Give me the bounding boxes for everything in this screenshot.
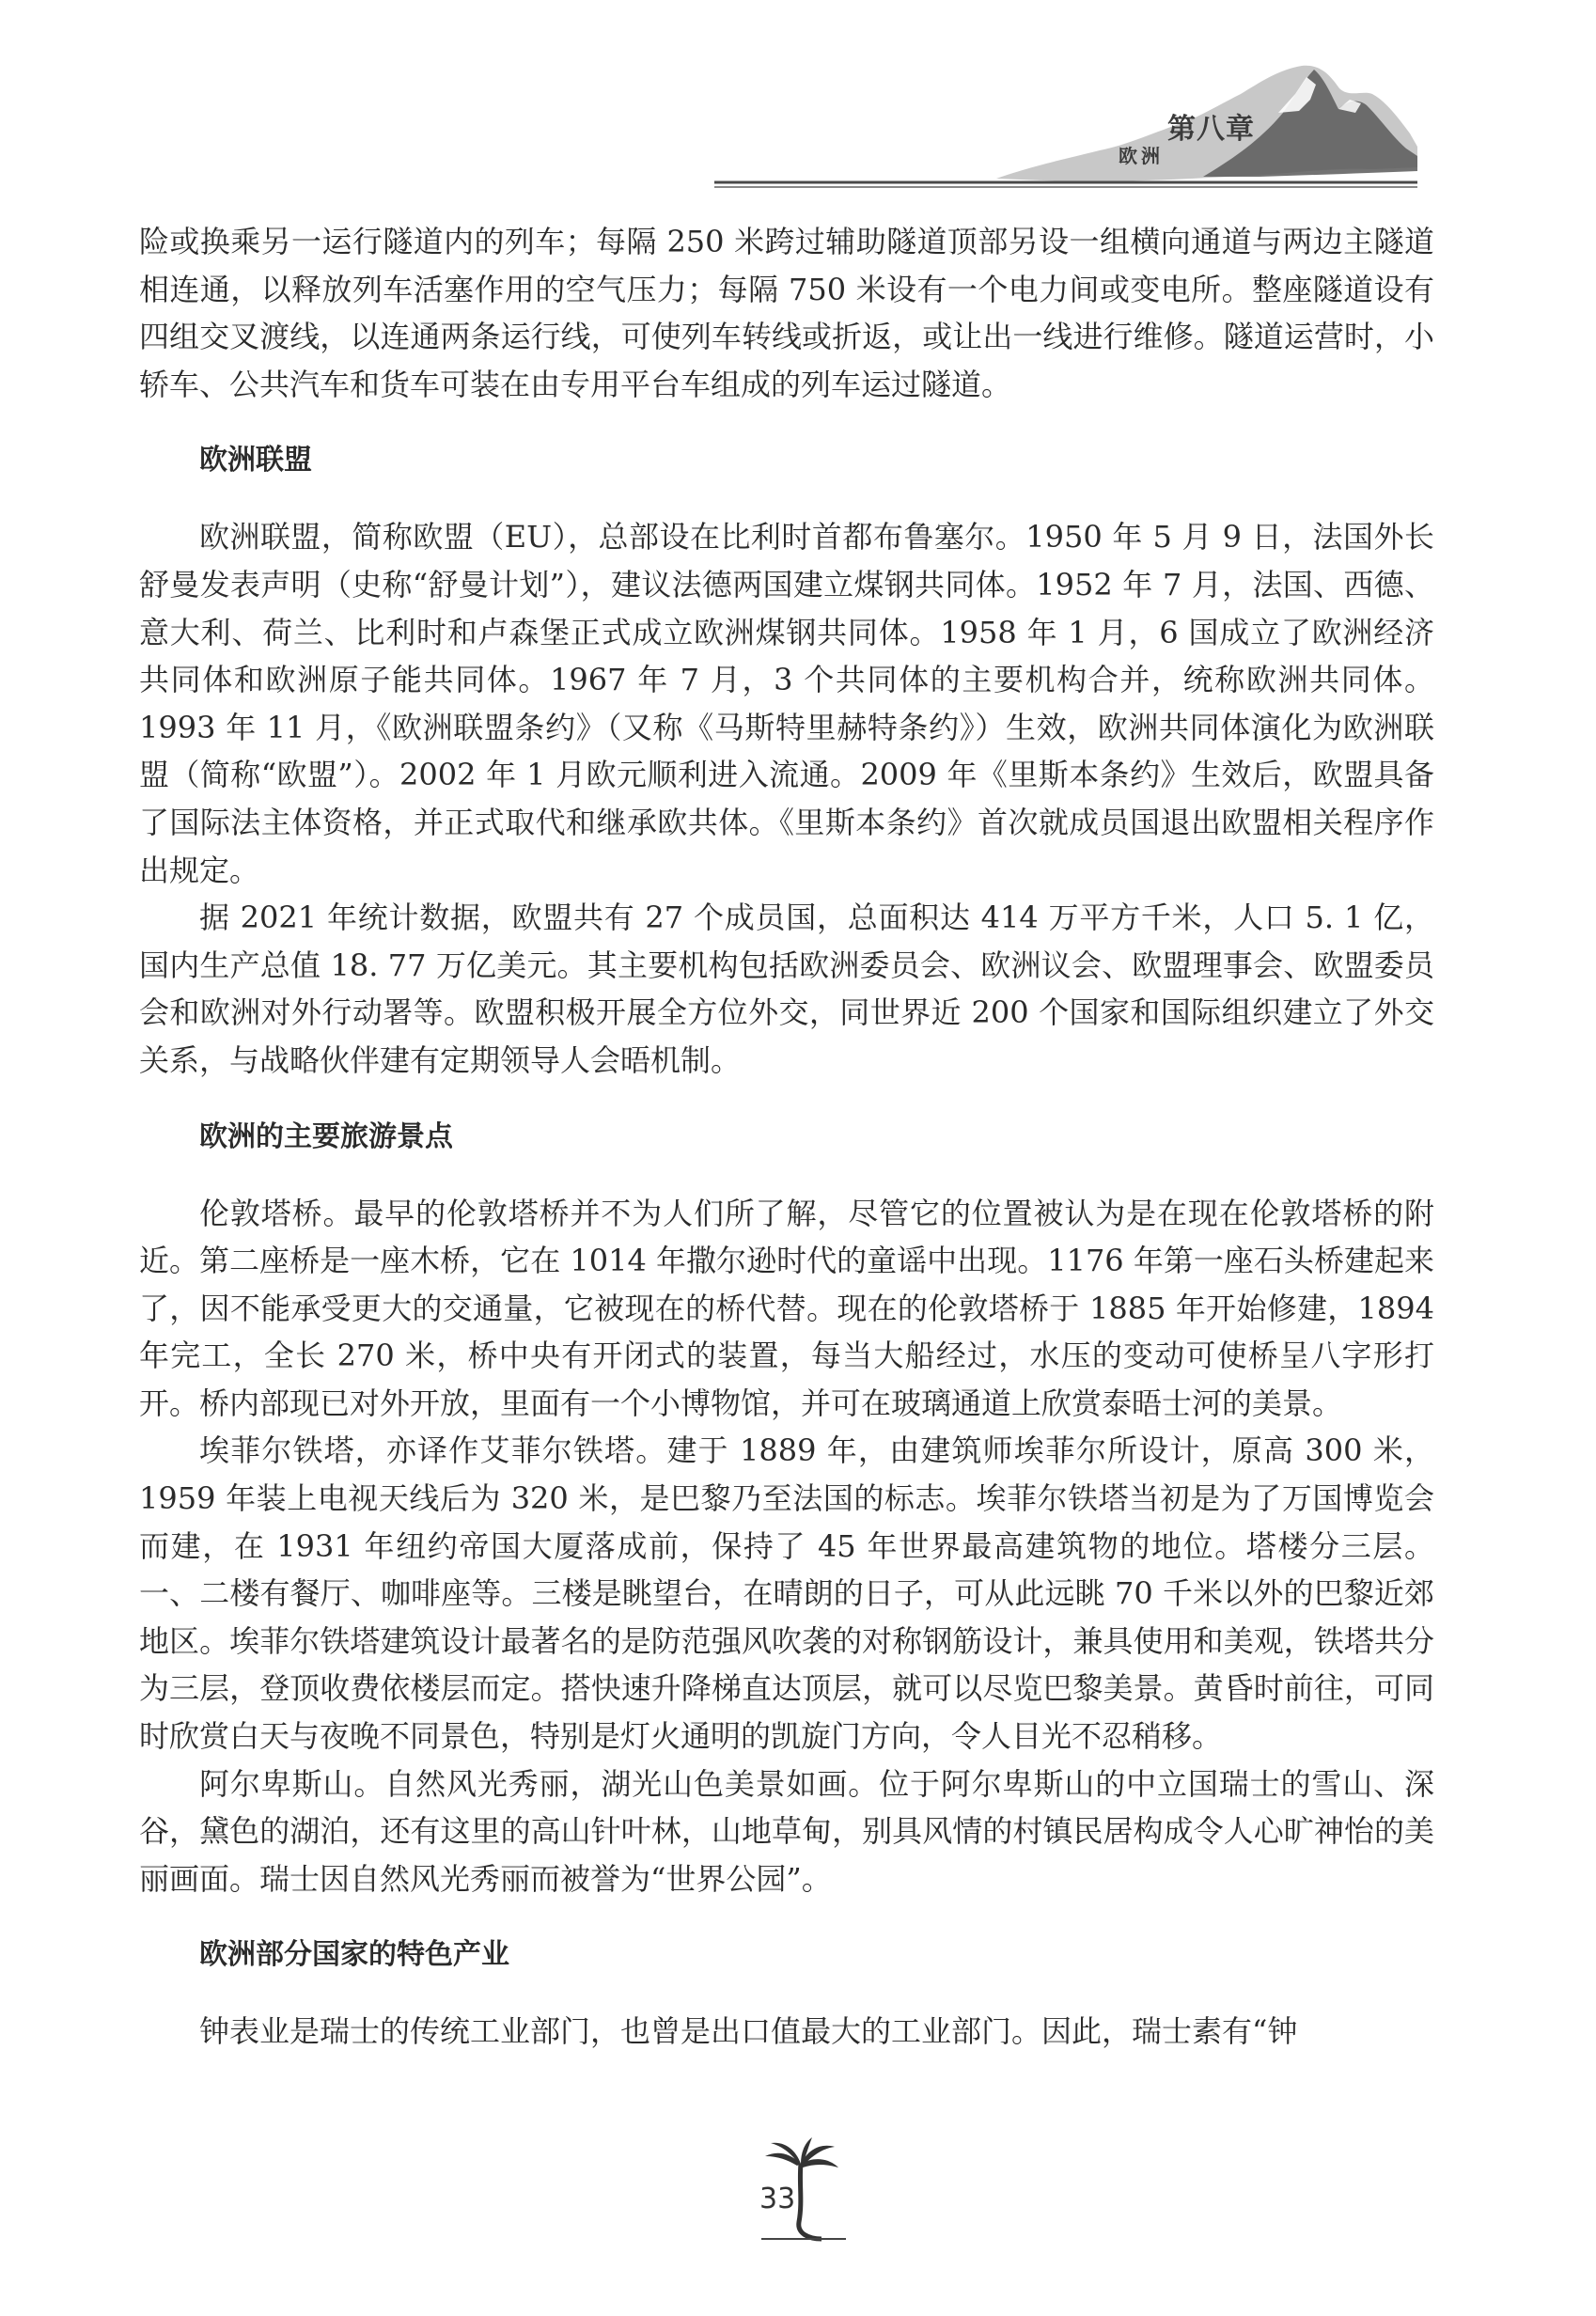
paragraph: 险或换乘另一运行隧道内的列车；每隔 250 米跨过辅助隧道顶部另设一组横向通道与两边主隧道相连通，以释放列车活塞作用的空气压力；每隔 750 米设有一个电力间或变电所。整座隧道设有四组交叉渡线，以连通两条运行线，可使列车转线或折返，或让出一线进行维修。隧道运营时，小轿车、公共汽车和货车可装在由专用平台车组成的列车运过隧道。: [139, 224, 1434, 402]
paragraph: 阿尔卑斯山。自然风光秀丽，湖光山色美景如画。位于阿尔卑斯山的中立国瑞士的雪山、深谷，黛色的湖泊，还有这里的高山针叶林，山地草甸，别具风情的村镇民居构成令人心旷神怡的美丽画面。瑞士因自然风光秀丽而被誉为“世界公园”。: [139, 1765, 1434, 1897]
paragraph: 钟表业是瑞士的传统工业部门，也曾是出口值最大的工业部门。因此，瑞士素有“钟: [199, 2013, 1298, 2050]
paragraph: 据 2021 年统计数据，欧盟共有 27 个成员国，总面积达 414 万平方千米，人口 5. 1 亿，国内生产总值 18. 77 万亿美元。其主要机构包括欧洲委员会、欧洲议会、欧盟理事会、欧盟委员会和欧洲对外行动署等。欧盟积极开展全方位外交，同世界近 200 个国家和国际组织建立了外交关系，与战略伙伴建有定期领导人会晤机制。: [139, 900, 1434, 1078]
chapter-name: 欧洲: [1119, 145, 1164, 167]
section-heading: 欧洲联盟: [199, 444, 312, 477]
paragraph: 埃菲尔铁塔，亦译作艾菲尔铁塔。建于 1889 年，由建筑师埃菲尔所设计，原高 300 米，1959 年装上电视天线后为 320 米，是巴黎乃至法国的标志。埃菲尔铁塔当初是为了万国博览会而建，在 1931 年纽约帝国大厦落成前，保持了 45 年世界最高建筑物的地位。塔楼分三层。一、二楼有餐厅、咖啡座等。三楼是眺望台，在晴朗的日子，可从此远眺 70 千米以外的巴黎近郊地区。埃菲尔铁塔建筑设计最著名的是防范强风吹袭的对称钢筋设计，兼具使用和美观，铁塔共分为三层，登顶收费依楼层而定。搭快速升降梯直达顶层，就可以尽览巴黎美景。黄昏时前往，可同时欣赏白天与夜晚不同景色，特别是灯火通明的凯旋门方向，令人目光不忍稍移。: [139, 1432, 1434, 1755]
paragraph: 欧洲联盟，简称欧盟（EU），总部设在比利时首都布鲁塞尔。1950 年 5 月 9 日，法国外长舒曼发表声明（史称“舒曼计划”），建议法德两国建立煤钢共同体。1952 年 7 月，法国、西德、意大利、荷兰、比利时和卢森堡正式成立欧洲煤钢共同体。1958 年 1 月，6 国成立了欧洲经济共同体和欧洲原子能共同体。1967 年 7 月，3 个共同体的主要机构合并，统称欧洲共同体。1993 年 11 月，《欧洲联盟条约》（又称《马斯特里赫特条约》）生效，欧洲共同体演化为欧洲联盟（简称“欧盟”）。2002 年 1 月欧元顺利进入流通。2009 年《里斯本条约》生效后，欧盟具备了国际法主体资格，并正式取代和继承欧共体。《里斯本条约》首次就成员国退出欧盟相关程序作出规定。: [139, 519, 1434, 888]
section-heading: 欧洲的主要旅游景点: [199, 1119, 453, 1153]
mountain-header-icon: [714, 56, 1429, 207]
section-heading: 欧洲部分国家的特色产业: [199, 1938, 509, 1972]
page-body: [139, 218, 1434, 2056]
paragraph: 伦敦塔桥。最早的伦敦塔桥并不为人们所了解，尽管它的位置被认为是在现在伦敦塔桥的附近。第二座桥是一座木桥，它在 1014 年撒尔逊时代的童谣中出现。1176 年第一座石头桥建起来了，因不能承受更大的交通量，它被现在的桥代替。现在的伦敦塔桥于 1885 年开始修建，1894 年完工，全长 270 米，桥中央有开闭式的装置，每当大船经过，水压的变动可使桥呈八字形打开。桥内部现已对外开放，里面有一个小博物馆，并可在玻璃通道上欣赏泰晤士河的美景。: [139, 1195, 1434, 1421]
chapter-number: 第八章: [1167, 113, 1255, 146]
page-number: 33: [759, 2183, 796, 2215]
